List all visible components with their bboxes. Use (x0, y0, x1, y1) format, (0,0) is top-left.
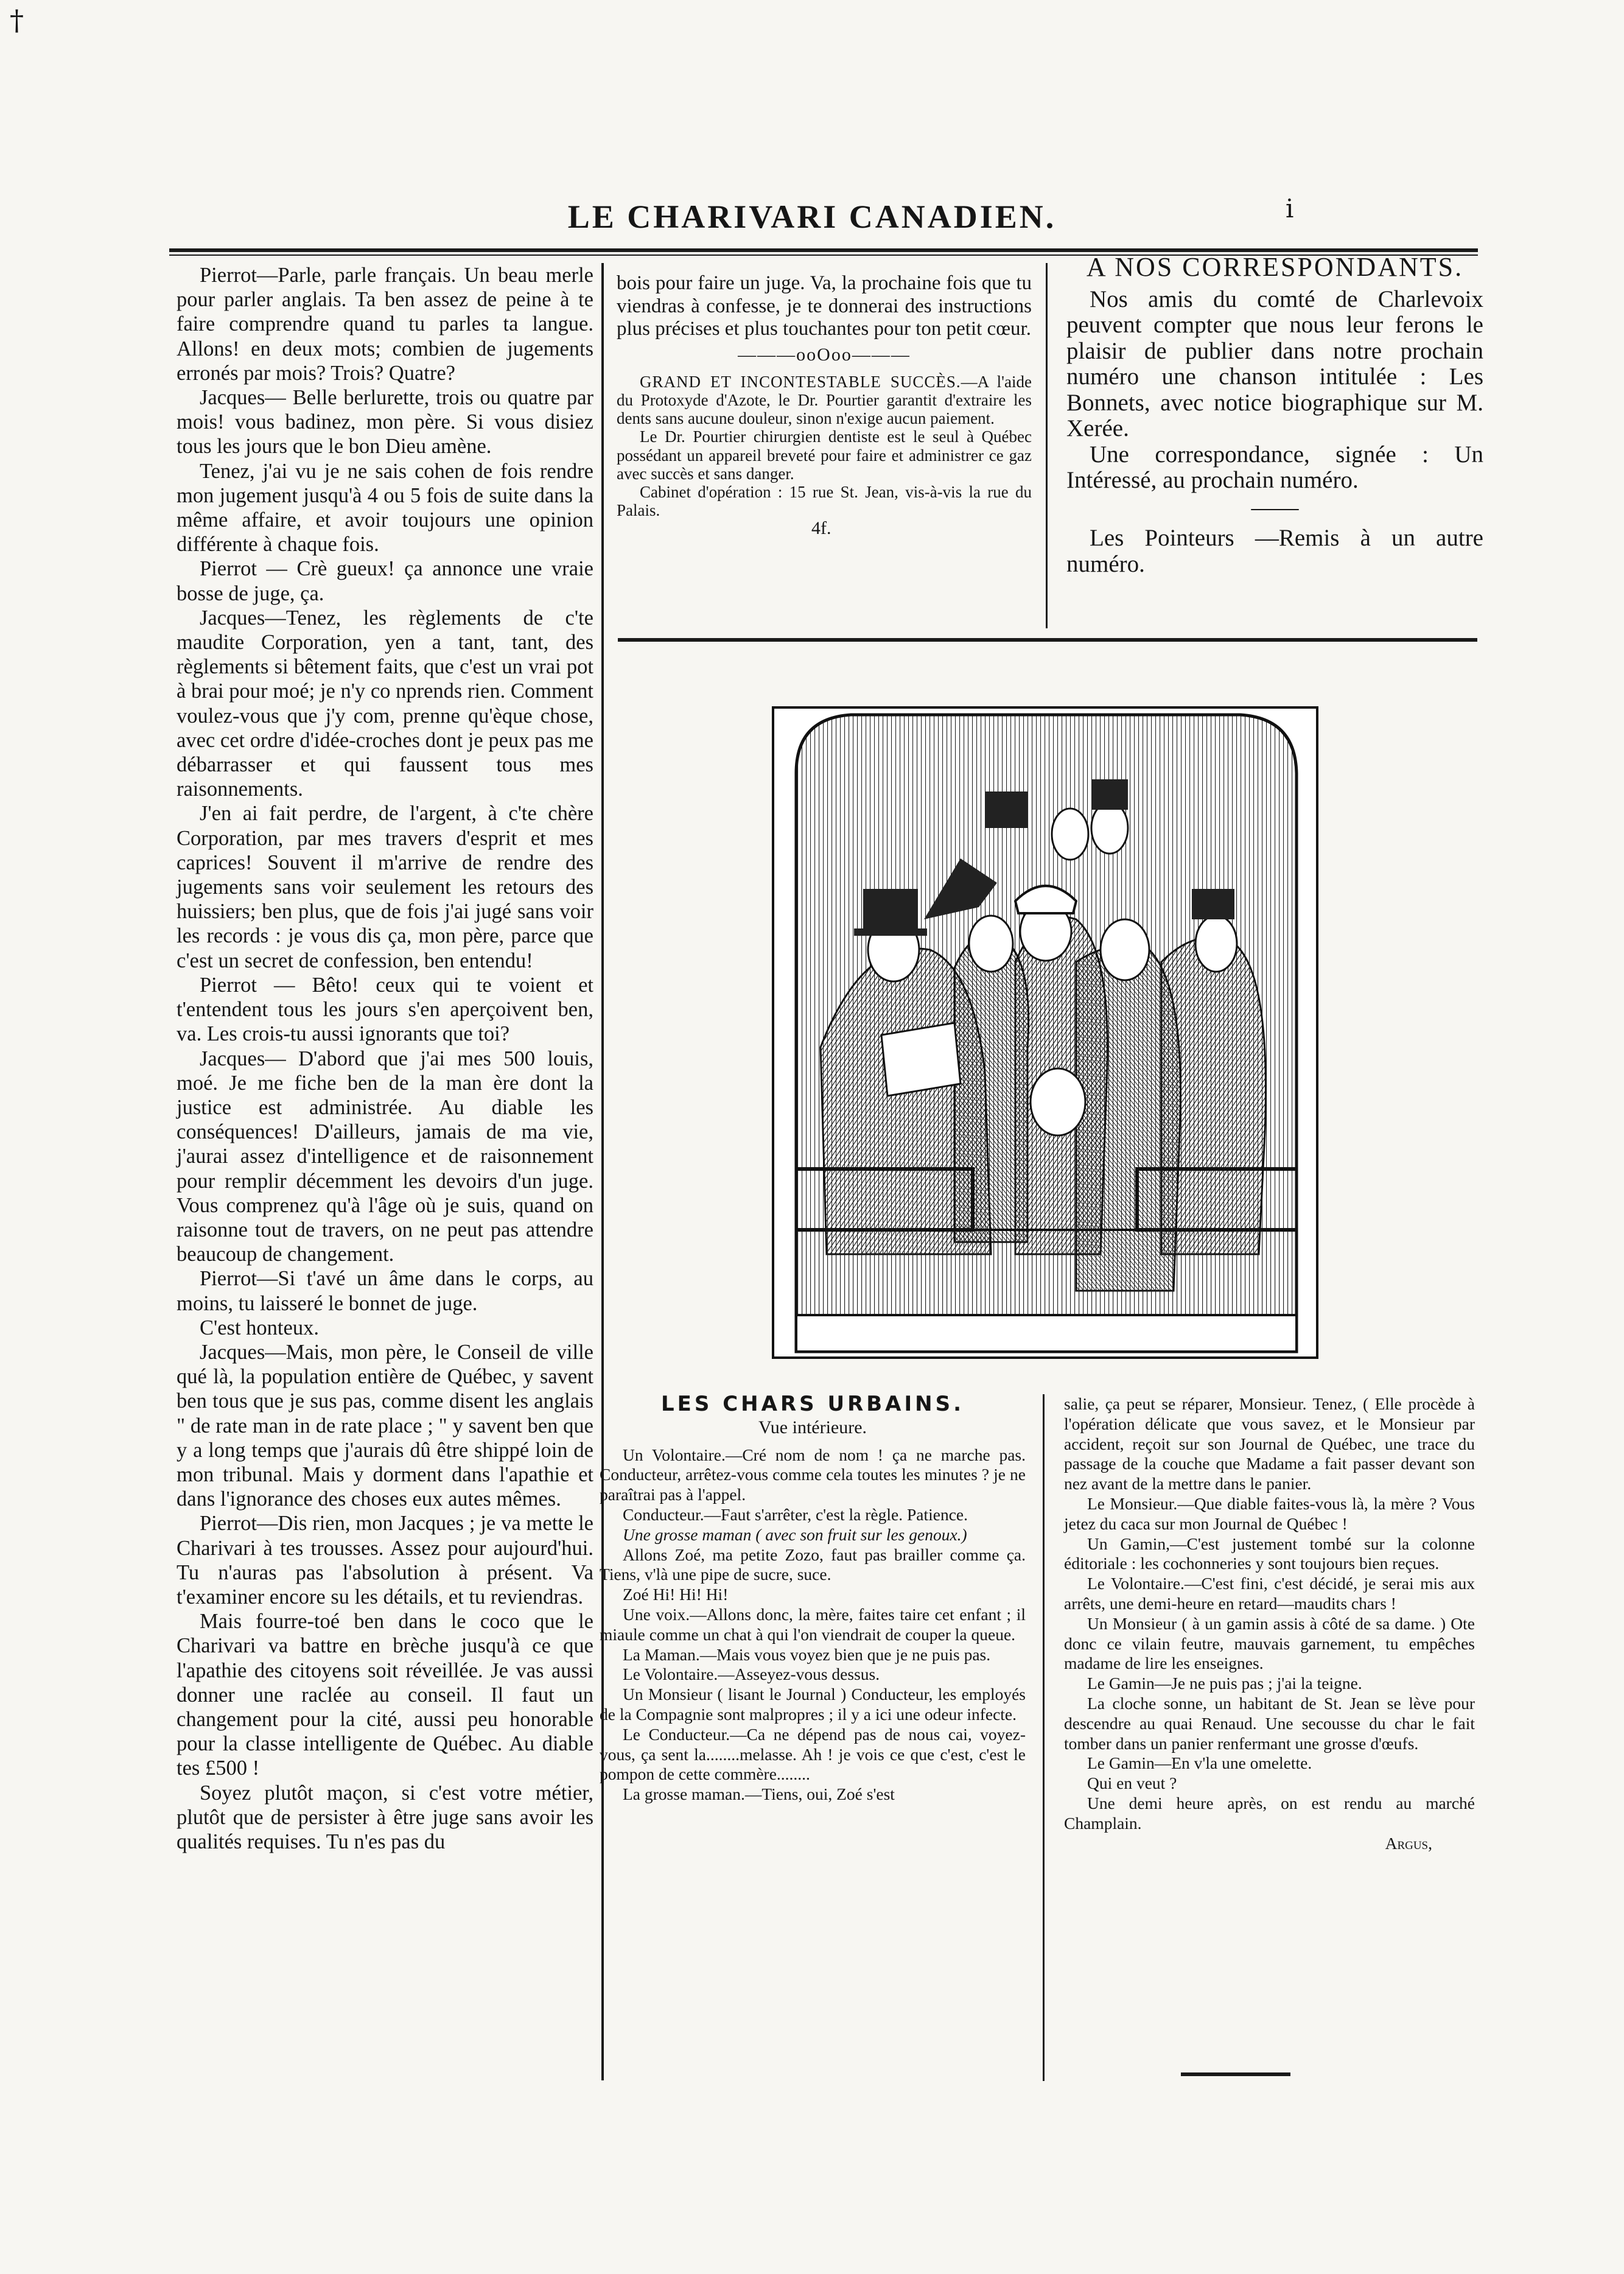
paragraph: Conducteur.—Faut s'arrêter, c'est la règle. Patience. (623, 1504, 968, 1524)
paragraph: Un Monsieur ( à un gamin assis à côté de sa dame. ) Ote donc ce vilain feutre, mauvais garnement, tu empêches madame de lire les enseignes. (1064, 1613, 1475, 1673)
paragraph: Nos amis du comté de Charlevoix peuvent compter que nous leur ferons le plaisir de publier dans notre prochain numéro une chanson intitulée : Les Bonnets, avec notice biographique sur M. Xerée. (1066, 286, 1483, 441)
correspondents-column (1066, 254, 1483, 577)
separator: ———ooOoo——— (738, 344, 911, 365)
paragraph: bois pour faire un juge. Va, la prochaine fois que tu viendras à confesse, je te donnerai des instructions plus précises et plus touchantes pour ton petit cœur. (617, 272, 1032, 340)
paragraph: Pierrot—Parle, parle français. Un beau merle pour parler anglais. Ta ben assez de peine à te faire comprendre quand tu parles ta langue. Allons! en deux mots; combien de jugements erronés par mois? Trois? Quatre? (177, 264, 593, 385)
paragraph: Les Pointeurs —Remis à un autre numéro. (1066, 525, 1483, 577)
paragraph: Allons Zoé, ma petite Zozo, faut pas brailler comme ça. Tiens, v'là une pipe de sucre, suce. (600, 1545, 1026, 1584)
paragraph: Pierrot — Bêto! ceux qui te voient et t'entendent tous les jours s'en aperçoivent ben, va. Les crois-tu aussi ignorants que toi? (177, 973, 593, 1046)
paragraph: Un Monsieur ( lisant le Journal ) Conducteur, les employés de la Compagnie sont malpropres ; il y a ici une odeur infecte. (600, 1685, 1026, 1724)
column-divider-left (601, 263, 604, 2080)
paragraph: J'en ai fait perdre, de l'argent, à c'te chère Corporation, par mes travers d'esprit et mes caprices! Souvent il m'arrive de rendre des jugements sans voir seulement les retours des huissiers; ben plus, que de fois j'ai jugé sans voir les records : je vous dis ça, mon père, parce que c'est un secret de confession, ben entendu! (177, 802, 593, 972)
paragraph: Jacques— D'abord que j'ai mes 500 louis, moé. Je me fiche ben de la man ère dont la justice est administrée. Au diable les conséquences! D'ailleurs, jamais de ma vie, j'aurai assez d'intelligence et de raisonnement pour remplir décemment les devoirs d'un juge. Vous comprenez qu'à l'âge où je suis, quand on raisonne tout de travers, on ne peut pas attendre beaucoup de changement. (177, 1047, 593, 1266)
separator: —— (1251, 494, 1299, 521)
paragraph: Le Gamin—En v'la une omelette. (1087, 1753, 1312, 1773)
paragraph: Un Gamin,—C'est justement tombé sur la colonne éditoriale : les cochonneries y sont toujours bien reçues. (1064, 1534, 1475, 1573)
ad-paragraph: Le Dr. Pourtier chirurgien dentiste est le seul à Québec possédant un appareil breveté pour faire et administrer ce gaz avec succès et sans danger. (617, 427, 1032, 483)
ad-signature: 4f. (811, 518, 831, 539)
paragraph: Jacques— Belle berlurette, trois ou quatre par mois! vous badinez, mon père. Si vous disiez tous les jours que le bon Dieu amène. (177, 386, 593, 458)
paragraph: Jacques—Tenez, les règlements de c'te maudite Corporation, yen a tant, tant, des règlements si bêtement faits, que c'est un vrai pot à brai pour moé; je n'y co nprends rien. Comment voulez-vous que j'y com, prenne qu'èque chose, avec cet ordre d'idée-croches dont je peux pas me débarrasser et qui faussent tous mes raisonnements. (177, 606, 593, 801)
urban-cars-column (600, 1394, 1026, 1805)
paragraph: La grosse maman.—Tiens, oui, Zoé s'est (623, 1784, 895, 1804)
paragraph: Le Volontaire.—Asseyez-vous dessus. (623, 1665, 880, 1684)
dentist-ad-column (617, 272, 1032, 538)
paragraph: Le Volontaire.—C'est fini, c'est décidé, je serai mis aux arrêts, une demi-heure en retard—maudits chars ! (1064, 1574, 1475, 1613)
ad-text: —A l'aide du Protoxyde d'Azote, le Dr. Pourtier garantit d'extraire les dents sans aucune douleur, sinon n'exige aucun paiement. (617, 372, 1032, 428)
urban-cars-continued-column (1064, 1394, 1475, 1853)
ad-heading: GRAND ET INCONTESTABLE SUCCÈS. (640, 372, 961, 391)
paragraph: Jacques—Mais, mon père, le Conseil de ville qué là, la population entière de Québec, y savent ben tous que je sus pas, comme disent les anglais " de rate man in de rate place ; " y savent ben que y a long temps que j'aurais dû être shippé loin de mon tribunal. Mais y dorment dans l'apathie et dans l'ignorance des choses eux autes mêmes. (177, 1340, 593, 1511)
page-mark: i (1286, 194, 1294, 223)
paragraph: Une voix.—Allons donc, la mère, faites taire cet enfant ; il miaule comme un chat à qui l'on viendrait de couper la queue. (600, 1604, 1026, 1644)
paragraph: Le Conducteur.—Ca ne dépend pas de nous cai, voyez-vous, ça sent la........melasse. Ah ! je vois ce que c'est, c'est le pompon de cette commère........ (600, 1724, 1026, 1784)
paragraph: Une correspondance, signée : Un Intéressé, au prochain numéro. (1066, 441, 1483, 493)
end-flourish (1181, 2072, 1290, 2076)
article-subheading: Vue intérieure. (758, 1417, 867, 1437)
paragraph: C'est honteux. (200, 1316, 319, 1339)
corner-mark: † (10, 4, 24, 37)
column-divider-top-right (1046, 263, 1048, 628)
paragraph: La Maman.—Mais vous voyez bien que je ne puis pas. (623, 1644, 991, 1664)
article-heading: LES CHARS URBAINS. (661, 1392, 964, 1416)
paragraph: salie, ça peut se réparer, Monsieur. Tenez, ( Elle procède à l'opération délicate que vous savez, et le Monsieur par accident, reçoit sur son Journal de Québec, une trace du passage de la couche que Madame a fait passer devant son nez avant de la mettre dans le panier. (1064, 1394, 1475, 1493)
dialogue-column (177, 263, 593, 1854)
paragraph: Pierrot—Si t'avé un âme dans le corps, au moins, tu laisseré le bonnet de juge. (177, 1267, 593, 1315)
paragraph: Tenez, j'ai vu je ne sais cohen de fois rendre mon jugement jusqu'à 4 ou 5 fois de suite dans la même affaire, et avoir toujours une opinion différente à chaque fois. (177, 459, 593, 556)
ad-paragraph: Cabinet d'opération : 15 rue St. Jean, vis-à-vis la rue du Palais. (617, 482, 1032, 520)
paragraph: Pierrot — Crè gueux! ça annonce une vraie bosse de juge, ça. (177, 557, 593, 605)
paragraph: Un Volontaire.—Cré nom de nom ! ça ne marche pas. Conducteur, arrêtez-vous comme cela toutes les minutes ? je ne paraîtrai pas à l'appel. (600, 1445, 1026, 1504)
paragraph: Qui en veut ? (1087, 1774, 1177, 1793)
section-rule (618, 638, 1477, 642)
paragraph: Une demi heure après, on est rendu au marché Champlain. (1064, 1793, 1475, 1833)
paragraph: Une grosse maman ( avec son fruit sur les genoux.) (623, 1525, 967, 1544)
paragraph: Pierrot—Dis rien, mon Jacques ; je va mette le Charivari à tes trousses. Assez pour aujourd'hui. Tu n'auras pas l'absolution à présent. Va t'examiner encore su les détails, et tu reviendras. (177, 1512, 593, 1609)
paragraph: Le Gamin—Je ne puis pas ; j'ai la teigne. (1087, 1674, 1362, 1693)
author-signature: Argus, (1385, 1833, 1432, 1853)
paragraph: Mais fourre-toé ben dans le coco que le Charivari va battre en brèche jusqu'à ce que l'apathie des citoyens soit réveillée. Je vas aussi donner une raclée au conseil. Il faut un changement pour la cité, aussi peu honorable pour la classe intelligente de Québec. Au diable tes £500 ! (177, 1610, 593, 1780)
ad-paragraph (617, 373, 1032, 428)
tramcar-interior-illustration (772, 706, 1318, 1359)
masthead: LE CHARIVARI CANADIEN. (567, 198, 1057, 235)
paragraph: Zoé Hi! Hi! Hi! (623, 1585, 729, 1604)
column-divider-bottom-right (1043, 1394, 1045, 2081)
paragraph: Le Monsieur.—Que diable faites-vous là, la mère ? Vous jetez du caca sur mon Journal de Québec ! (1064, 1493, 1475, 1533)
paragraph: Soyez plutôt maçon, si c'est votre métier, plutôt que de persister à être juge sans avoir les qualités requises. Tu n'es pas du (177, 1781, 593, 1853)
correspondents-heading: A NOS CORRESPONDANTS. (1086, 252, 1464, 282)
paragraph: La cloche sonne, un habitant de St. Jean se lève pour descendre au quai Renaud. Une secousse du char le fait tomber dans un panier renfermant une grosse d'œufs. (1064, 1693, 1475, 1753)
